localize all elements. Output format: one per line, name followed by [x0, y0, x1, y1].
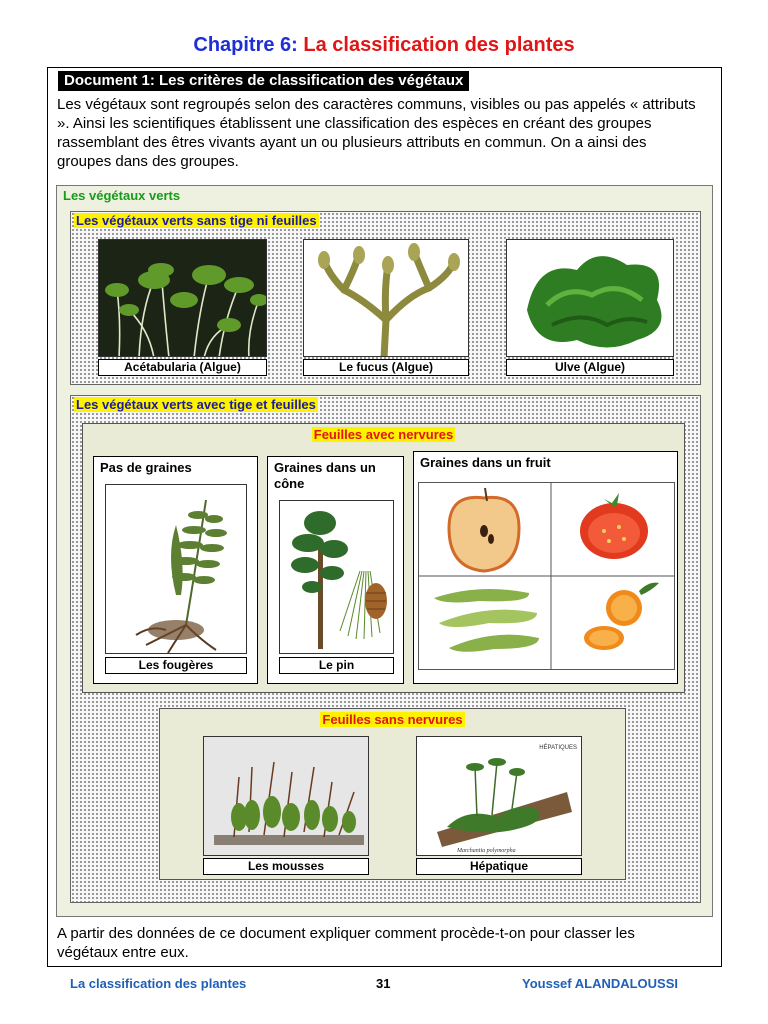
apple-image [449, 488, 519, 571]
hepatique-latin: Marchantia polymorpha [457, 848, 516, 854]
intro-paragraph: Les végétaux sont regroupés selon des caractères communs, visibles ou pas appelés « attributs ». Ainsi les scientifiques établissent une classification des espèces en créant des groupes rassemblant des êtres vivants ayant un ou plusieurs attributs en commun. On a ainsi des groupes dans des groupes. [57, 96, 696, 170]
fruit-grid [418, 482, 675, 670]
document-frame [47, 67, 722, 967]
moss-caption: Les mousses [203, 858, 369, 875]
tomato-image [580, 493, 648, 559]
no-seeds-title: Pas de graines [100, 460, 192, 475]
moss-image [203, 736, 369, 856]
no-stem-section [70, 211, 701, 385]
beans-image [434, 589, 539, 652]
hepatique-caption: Hépatique [416, 858, 582, 875]
fruit-panel [413, 451, 678, 684]
chapter-number: Chapitre 6: [193, 34, 298, 56]
ulve-caption: Ulve (Algue) [506, 359, 674, 376]
cone-title: Graines dans un cône [274, 460, 376, 491]
hepatique-image [416, 736, 582, 856]
no-stem-label: Les végétaux verts sans tige ni feuilles [76, 213, 317, 228]
green-plants-label: Les végétaux verts [63, 188, 181, 203]
veined-leaves-box [82, 423, 685, 693]
fern-caption: Les fougères [105, 657, 247, 674]
veined-leaves-label: Feuilles avec nervures [313, 427, 454, 442]
pine-image [279, 500, 394, 654]
page-title [0, 34, 768, 57]
page-number: 31 [376, 976, 391, 991]
orange-image [584, 583, 659, 650]
veinless-leaves-label: Feuilles sans nervures [322, 712, 463, 727]
fern-image [105, 484, 247, 654]
footer-title: La classification des plantes [70, 976, 247, 991]
fruit-title: Graines dans un fruit [420, 455, 551, 470]
ulve-image [506, 239, 674, 357]
stem-section [70, 395, 701, 903]
pine-caption: Le pin [279, 657, 394, 674]
stem-label: Les végétaux verts avec tige et feuilles [76, 397, 316, 412]
acetabularia-caption: Acétabularia (Algue) [98, 359, 267, 376]
footer-author: Youssef ALANDALOUSSI [522, 976, 679, 991]
document-heading: Document 1: Les critères de classification des végétaux [58, 71, 469, 91]
no-seeds-panel [93, 456, 258, 684]
cone-panel [267, 456, 404, 684]
acetabularia-image [98, 239, 267, 357]
question-paragraph: A partir des données de ce document expliquer comment procède-t-on pour classer les végétaux entre eux. [57, 925, 635, 961]
veinless-leaves-box [159, 708, 626, 880]
green-plants-box [56, 185, 713, 917]
chapter-name: La classification des plantes [303, 34, 575, 56]
hepatique-tag: HÉPATIQUES [539, 745, 577, 751]
fucus-caption: Le fucus (Algue) [303, 359, 469, 376]
fucus-image [303, 239, 469, 357]
